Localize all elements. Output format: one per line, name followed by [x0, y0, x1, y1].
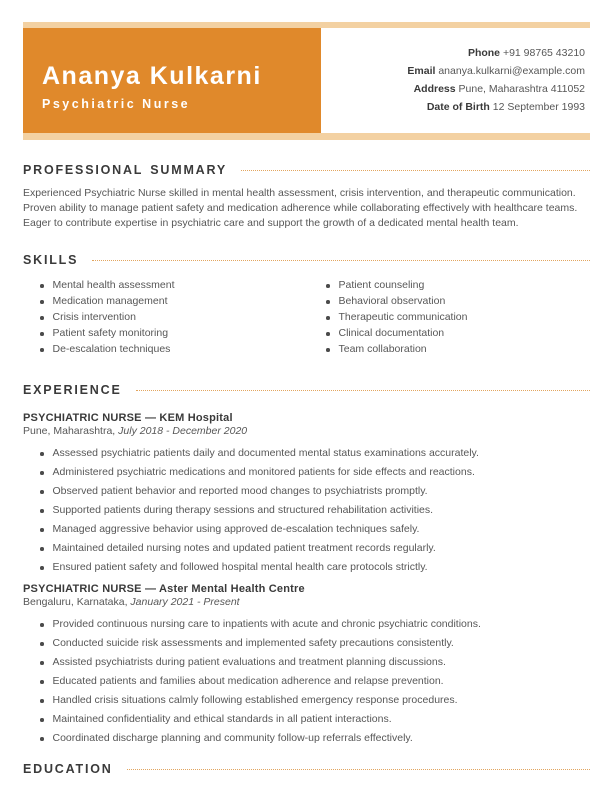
job-location: Pune, Maharashtra, — [23, 425, 116, 437]
bullet-dot — [40, 661, 44, 665]
bullet-dot — [40, 699, 44, 703]
skill-item — [326, 279, 590, 292]
job-bullet-text: Maintained detailed nursing notes and updated patient treatment records regularly. — [52, 542, 436, 554]
job-bullet-text: Assessed psychiatric patients daily and documented mental status examinations accurately. — [52, 447, 479, 459]
job-entry-aster-mental-health-centre — [23, 583, 590, 745]
header-bottom-accent-strip — [23, 133, 590, 140]
skill-label: Crisis intervention — [52, 311, 136, 323]
bullet-dot — [40, 623, 44, 627]
job-bullet — [40, 466, 590, 479]
job-bullet — [40, 542, 590, 555]
job-dates: July 2018 - December 2020 — [118, 425, 248, 437]
skill-label: Patient safety monitoring — [52, 327, 169, 339]
resume-header — [23, 28, 590, 133]
contact-dob — [427, 102, 585, 113]
job-bullet — [40, 618, 590, 631]
job-bullet — [40, 694, 590, 707]
job-bullet — [40, 713, 590, 726]
skill-label: Team collaboration — [338, 343, 427, 355]
section-heading-experience — [23, 384, 590, 397]
skill-item — [40, 327, 309, 340]
bullet-dot — [40, 737, 44, 741]
skill-label: Clinical documentation — [338, 327, 445, 339]
job-meta — [23, 425, 590, 438]
job-bullet — [40, 523, 590, 536]
contact-phone-value: +91 98765 43210 — [502, 47, 585, 59]
job-bullet-text: Conducted suicide risk assessments and implemented safety precautions consistently. — [52, 637, 454, 649]
education-heading-rule — [127, 769, 590, 770]
job-bullet-list — [23, 447, 590, 574]
bullet-dot — [40, 566, 44, 570]
bullet-dot — [40, 680, 44, 684]
job-bullet-list — [23, 618, 590, 745]
job-header — [23, 412, 590, 438]
job-header — [23, 583, 590, 609]
job-bullet — [40, 637, 590, 650]
skill-item — [326, 311, 590, 324]
contact-address — [414, 84, 585, 95]
name-block — [23, 28, 321, 133]
job-bullet-text: Educated patients and families about medication adherence and relapse prevention. — [52, 675, 444, 687]
section-heading-education — [23, 763, 590, 776]
bullet-dot — [40, 718, 44, 722]
section-heading-skills — [23, 254, 590, 267]
job-bullet — [40, 675, 590, 688]
skill-label: De-escalation techniques — [52, 343, 171, 355]
candidate-name: Ananya Kulkarni — [42, 62, 262, 90]
skill-item — [326, 295, 590, 308]
contact-address-label: Address — [413, 83, 456, 95]
summary-heading-rule — [241, 170, 590, 171]
bullet-dot — [40, 642, 44, 646]
job-bullet-text: Administered psychiatric medications and monitored patients for side effects and reactions. — [52, 466, 475, 478]
skill-label: Medication management — [52, 295, 168, 307]
bullet-dot — [326, 316, 330, 320]
job-bullet-text: Assisted psychiatrists during patient evaluations and treatment planning discussions. — [52, 656, 446, 668]
experience-heading-rule — [136, 390, 590, 391]
bullet-dot — [40, 284, 44, 288]
skills-column-right — [309, 279, 590, 359]
contact-dob-value: 12 September 1993 — [492, 101, 585, 113]
skill-label: Therapeutic communication — [338, 311, 468, 323]
job-bullet-text: Coordinated discharge planning and community follow-up referrals effectively. — [52, 732, 413, 744]
job-bullet — [40, 504, 590, 517]
job-dates: January 2021 - Present — [130, 596, 240, 608]
job-bullet — [40, 656, 590, 669]
skills-column-left — [23, 279, 309, 359]
skills-heading-rule — [92, 260, 590, 261]
job-location: Bengaluru, Karnataka, — [23, 596, 128, 608]
contact-dob-label: Date of Birth — [426, 101, 490, 113]
education-heading-label: EDUCATION — [23, 762, 113, 776]
bullet-dot — [326, 332, 330, 336]
contact-info — [321, 28, 590, 133]
job-title: PSYCHIATRIC NURSE — KEM Hospital — [23, 412, 233, 424]
skill-item — [326, 327, 590, 340]
contact-email — [407, 66, 585, 77]
section-heading-summary — [23, 164, 590, 177]
summary-paragraph: Experienced Psychiatric Nurse skilled in mental health assessment, crisis intervention, and therapeutic communication. Proven ability to manage patient safety and medication adherence while collaborating effectively with healthcare teams. Eager to contribute expertise in psychiatric care and support the growth of a dedicated mental health team. — [23, 187, 578, 229]
skills-grid — [23, 279, 590, 359]
skill-item — [40, 295, 309, 308]
contact-email-value: ananya.kulkarni@example.com — [438, 65, 585, 77]
bullet-dot — [40, 490, 44, 494]
job-bullet-text: Handled crisis situations calmly following established emergency response procedures. — [52, 694, 458, 706]
bullet-dot — [326, 348, 330, 352]
job-bullet-text: Supported patients during therapy sessions and structured rehabilitation activities. — [52, 504, 434, 516]
contact-phone — [468, 48, 585, 59]
bullet-dot — [326, 284, 330, 288]
skill-label: Behavioral observation — [338, 295, 446, 307]
job-bullet — [40, 732, 590, 745]
bullet-dot — [40, 348, 44, 352]
summary-heading-label: PROFESSIONAL SUMMARY — [23, 163, 227, 177]
job-bullet-text: Observed patient behavior and reported mood changes to psychiatrists promptly. — [52, 485, 428, 497]
contact-phone-label: Phone — [467, 47, 501, 59]
skill-item — [40, 311, 309, 324]
bullet-dot — [40, 528, 44, 532]
contact-address-value: Pune, Maharashtra 411052 — [458, 83, 585, 95]
job-bullet — [40, 561, 590, 574]
job-bullet — [40, 447, 590, 460]
skill-label: Mental health assessment — [52, 279, 175, 291]
bullet-dot — [40, 471, 44, 475]
job-title: PSYCHIATRIC NURSE — Aster Mental Health Centre — [23, 583, 305, 595]
skill-item — [40, 279, 309, 292]
bullet-dot — [40, 452, 44, 456]
job-entry-kem-hospital — [23, 412, 590, 574]
job-bullet-text: Maintained confidentiality and ethical standards in all patient interactions. — [52, 713, 392, 725]
job-bullet-text: Provided continuous nursing care to inpatients with acute and chronic psychiatric conditions. — [52, 618, 481, 630]
bullet-dot — [40, 316, 44, 320]
skills-heading-label: SKILLS — [23, 253, 79, 267]
bullet-dot — [326, 300, 330, 304]
bullet-dot — [40, 332, 44, 336]
bullet-dot — [40, 547, 44, 551]
job-bullet-text: Ensured patient safety and followed hospital mental health care protocols strictly. — [52, 561, 428, 573]
bullet-dot — [40, 300, 44, 304]
experience-heading-label: EXPERIENCE — [23, 383, 122, 397]
candidate-role: Psychiatric Nurse — [42, 97, 191, 111]
job-meta — [23, 596, 590, 609]
bullet-dot — [40, 509, 44, 513]
skill-item — [326, 343, 590, 356]
job-bullet-text: Managed aggressive behavior using approved de-escalation techniques safely. — [52, 523, 420, 535]
contact-email-label: Email — [407, 65, 436, 77]
skill-item — [40, 343, 309, 356]
job-bullet — [40, 485, 590, 498]
skill-label: Patient counseling — [338, 279, 425, 291]
resume-body — [23, 164, 590, 776]
